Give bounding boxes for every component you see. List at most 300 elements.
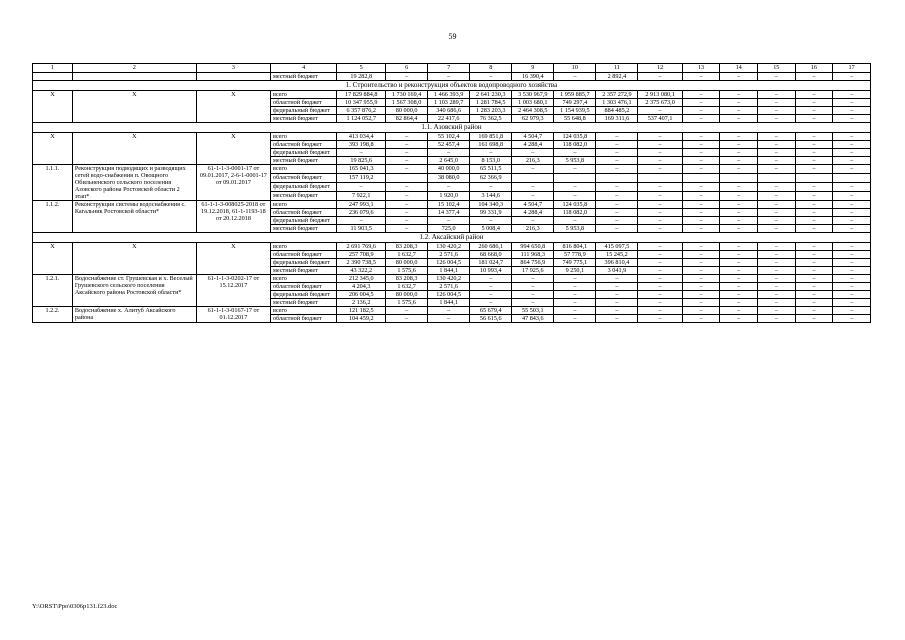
- table-row: [33, 133, 871, 141]
- budget-value: –: [795, 149, 833, 157]
- budget-source-label: областной бюджет: [270, 315, 336, 323]
- budget-value: 169 311,6: [596, 115, 638, 123]
- budget-value: –: [554, 275, 596, 283]
- budget-value: –: [596, 141, 638, 149]
- budget-value: 749 297,4: [554, 99, 596, 107]
- budget-value: –: [833, 275, 871, 283]
- budget-value: 2 913 080,1: [638, 91, 682, 99]
- budget-value: 413 034,4: [337, 133, 386, 141]
- column-number: 1: [33, 64, 73, 73]
- budget-value: –: [795, 183, 833, 192]
- budget-value: –: [682, 141, 720, 149]
- budget-value: 4 288,4: [512, 141, 554, 149]
- budget-value: –: [428, 217, 470, 225]
- budget-value: 65 679,4: [470, 307, 512, 315]
- budget-value: 1 844,1: [428, 267, 470, 275]
- item-name: Водоснабжение ст. Грушевская и х. Веселый Грушевского сельского поселения Аксайского района Ростовской области*: [72, 275, 196, 307]
- budget-value: 2 375 673,0: [638, 99, 682, 107]
- budget-value: 4 204,3: [337, 283, 386, 291]
- budget-value: –: [720, 192, 758, 201]
- budget-source-label: всего: [270, 165, 336, 174]
- budget-value: –: [682, 299, 720, 307]
- budget-source-label: всего: [270, 243, 336, 251]
- budget-value: –: [596, 315, 638, 323]
- budget-value: –: [512, 165, 554, 174]
- budget-value: –: [795, 99, 833, 107]
- budget-value: –: [596, 157, 638, 165]
- budget-source-label: местный бюджет: [270, 267, 336, 275]
- budget-value: 2 357 272,9: [596, 91, 638, 99]
- budget-value: 1 575,6: [386, 299, 428, 307]
- budget-value: –: [428, 73, 470, 81]
- budget-value: –: [720, 267, 758, 275]
- budget-value: –: [757, 201, 795, 209]
- budget-value: [386, 174, 428, 183]
- budget-value: [795, 174, 833, 183]
- budget-value: –: [720, 283, 758, 291]
- budget-value: –: [795, 251, 833, 259]
- budget-value: 340 686,6: [428, 107, 470, 115]
- budget-value: –: [833, 91, 871, 99]
- column-number: 9: [512, 64, 554, 73]
- budget-value: –: [833, 267, 871, 275]
- budget-value: –: [386, 209, 428, 217]
- budget-value: –: [638, 183, 682, 192]
- budget-value: 55 503,1: [512, 307, 554, 315]
- column-number: 10: [554, 64, 596, 73]
- budget-value: –: [470, 217, 512, 225]
- column-number: 16: [795, 64, 833, 73]
- budget-value: 62 979,3: [512, 115, 554, 123]
- column-number: 3: [196, 64, 270, 73]
- budget-value: 7 922,1: [337, 192, 386, 201]
- item-name: X: [72, 91, 196, 123]
- budget-source-label: федеральный бюджет: [270, 183, 336, 192]
- budget-value: –: [638, 133, 682, 141]
- budget-value: 83 208,3: [386, 275, 428, 283]
- budget-value: 165 041,3: [337, 165, 386, 174]
- section-title-row: [33, 123, 871, 133]
- budget-value: –: [795, 217, 833, 225]
- budget-value: 8 153,0: [470, 157, 512, 165]
- budget-value: –: [720, 225, 758, 233]
- budget-value: –: [720, 115, 758, 123]
- budget-value: 40 000,0: [428, 165, 470, 174]
- budget-value: 104 459,2: [337, 315, 386, 323]
- budget-value: 15 102,4: [428, 201, 470, 209]
- budget-value: –: [682, 243, 720, 251]
- budget-value: 2 892,4: [596, 73, 638, 81]
- budget-value: –: [720, 307, 758, 315]
- budget-source-label: федеральный бюджет: [270, 217, 336, 225]
- budget-value: –: [720, 107, 758, 115]
- budget-value: –: [638, 283, 682, 291]
- item-code: 61-1-1-3-008025-2018 от 19.12.2018, 61-1-1193-18 от 20.12.2018: [196, 201, 270, 233]
- budget-value: –: [596, 283, 638, 291]
- budget-value: [512, 174, 554, 183]
- budget-value: –: [757, 307, 795, 315]
- budget-value: 22 417,6: [428, 115, 470, 123]
- budget-value: –: [795, 115, 833, 123]
- budget-value: –: [512, 217, 554, 225]
- budget-value: –: [682, 149, 720, 157]
- budget-value: –: [682, 157, 720, 165]
- budget-value: –: [682, 315, 720, 323]
- budget-value: 216,3: [512, 225, 554, 233]
- budget-value: [833, 174, 871, 183]
- budget-value: –: [512, 149, 554, 157]
- budget-source-label: федеральный бюджет: [270, 291, 336, 299]
- budget-value: –: [638, 307, 682, 315]
- budget-value: –: [386, 133, 428, 141]
- table-row: [33, 275, 871, 283]
- budget-value: –: [720, 91, 758, 99]
- budget-value: –: [757, 283, 795, 291]
- budget-value: –: [682, 267, 720, 275]
- budget-value: 118 082,0: [554, 209, 596, 217]
- budget-value: 3 144,6: [470, 192, 512, 201]
- budget-value: –: [682, 192, 720, 201]
- budget-value: –: [638, 141, 682, 149]
- budget-value: 257 708,9: [337, 251, 386, 259]
- budget-value: 124 035,8: [554, 133, 596, 141]
- budget-value: 55 648,8: [554, 115, 596, 123]
- budget-value: 396 810,4: [596, 259, 638, 267]
- budget-value: 111 968,3: [512, 251, 554, 259]
- budget-value: –: [596, 291, 638, 299]
- budget-source-label: всего: [270, 133, 336, 141]
- budget-value: –: [720, 275, 758, 283]
- budget-value: 4 504,7: [512, 201, 554, 209]
- budget-value: –: [833, 225, 871, 233]
- budget-value: –: [795, 201, 833, 209]
- budget-value: –: [386, 307, 428, 315]
- budget-value: –: [512, 283, 554, 291]
- budget-value: 2 136,2: [337, 299, 386, 307]
- budget-value: 994 650,8: [512, 243, 554, 251]
- budget-value: –: [720, 217, 758, 225]
- header-row: [33, 64, 871, 73]
- budget-value: –: [337, 183, 386, 192]
- budget-value: –: [833, 251, 871, 259]
- budget-value: –: [757, 217, 795, 225]
- budget-value: 161 698,8: [470, 141, 512, 149]
- column-number: 8: [470, 64, 512, 73]
- budget-value: –: [554, 315, 596, 323]
- budget-value: 83 208,3: [386, 243, 428, 251]
- budget-value: –: [554, 217, 596, 225]
- budget-value: –: [833, 149, 871, 157]
- budget-value: 1 959 885,7: [554, 91, 596, 99]
- budget-value: –: [337, 149, 386, 157]
- column-number: 12: [638, 64, 682, 73]
- budget-value: –: [638, 217, 682, 225]
- budget-value: 260 686,1: [470, 243, 512, 251]
- budget-value: 130 420,2: [428, 275, 470, 283]
- budget-value: –: [795, 275, 833, 283]
- item-name: X: [72, 243, 196, 275]
- budget-value: –: [512, 299, 554, 307]
- budget-value: –: [682, 99, 720, 107]
- budget-value: –: [386, 225, 428, 233]
- budget-value: 19 825,6: [337, 157, 386, 165]
- budget-value: –: [757, 99, 795, 107]
- budget-value: –: [638, 243, 682, 251]
- budget-value: –: [757, 192, 795, 201]
- budget-source-label: федеральный бюджет: [270, 259, 336, 267]
- budget-value: 181 024,7: [470, 259, 512, 267]
- budget-value: 212 345,0: [337, 275, 386, 283]
- budget-value: 1 466 393,9: [428, 91, 470, 99]
- budget-source-label: местный бюджет: [270, 299, 336, 307]
- budget-value: –: [512, 275, 554, 283]
- budget-value: –: [833, 73, 871, 81]
- budget-value: –: [337, 217, 386, 225]
- budget-value: –: [757, 243, 795, 251]
- budget-value: 38 080,0: [428, 174, 470, 183]
- budget-value: –: [757, 115, 795, 123]
- table-row: [33, 307, 871, 315]
- item-name: Реконструкция системы водоснабжения с. Кагальник Ростовской области*: [72, 201, 196, 233]
- budget-value: 55 102,4: [428, 133, 470, 141]
- budget-value: 68 668,0: [470, 251, 512, 259]
- budget-value: –: [795, 91, 833, 99]
- budget-value: 1 303 476,1: [596, 99, 638, 107]
- budget-value: –: [757, 149, 795, 157]
- empty-cell: [33, 73, 73, 81]
- budget-value: 1 003 680,1: [512, 99, 554, 107]
- budget-value: 157 119,2: [337, 174, 386, 183]
- budget-source-label: всего: [270, 91, 336, 99]
- budget-value: 415 097,5: [596, 243, 638, 251]
- budget-value: 1 632,7: [386, 251, 428, 259]
- budget-value: –: [638, 225, 682, 233]
- budget-value: –: [596, 275, 638, 283]
- budget-source-label: местный бюджет: [270, 225, 336, 233]
- section-title-row: [33, 81, 871, 91]
- budget-value: –: [386, 192, 428, 201]
- budget-value: 65 511,5: [470, 165, 512, 174]
- budget-value: –: [386, 165, 428, 174]
- budget-value: 236 079,6: [337, 209, 386, 217]
- budget-value: 16 390,4: [512, 73, 554, 81]
- column-number: 15: [757, 64, 795, 73]
- budget-value: –: [638, 149, 682, 157]
- budget-value: –: [596, 225, 638, 233]
- budget-value: –: [757, 91, 795, 99]
- budget-value: –: [638, 267, 682, 275]
- budget-value: –: [833, 157, 871, 165]
- budget-value: –: [682, 165, 720, 174]
- budget-value: –: [596, 165, 638, 174]
- budget-value: –: [638, 299, 682, 307]
- budget-value: –: [554, 192, 596, 201]
- budget-value: –: [833, 165, 871, 174]
- budget-value: –: [428, 307, 470, 315]
- budget-value: –: [757, 251, 795, 259]
- budget-value: [638, 174, 682, 183]
- budget-value: 2 645,0: [428, 157, 470, 165]
- budget-value: –: [795, 157, 833, 165]
- budget-value: 43 322,2: [337, 267, 386, 275]
- budget-value: –: [682, 115, 720, 123]
- budget-value: –: [795, 107, 833, 115]
- budget-value: 17 925,6: [512, 267, 554, 275]
- item-number: 1.2.2.: [33, 307, 73, 323]
- budget-value: –: [386, 201, 428, 209]
- budget-value: –: [757, 141, 795, 149]
- budget-value: 126 004,5: [428, 259, 470, 267]
- item-number: 1.1.2.: [33, 201, 73, 233]
- column-number: 6: [386, 64, 428, 73]
- budget-value: 1 844,1: [428, 299, 470, 307]
- budget-value: –: [757, 225, 795, 233]
- budget-value: 1 575,6: [386, 267, 428, 275]
- budget-value: 5 008,4: [470, 225, 512, 233]
- budget-source-label: областной бюджет: [270, 174, 336, 183]
- budget-value: –: [833, 307, 871, 315]
- budget-value: –: [470, 283, 512, 291]
- budget-value: 5 953,8: [554, 157, 596, 165]
- budget-value: 57 778,9: [554, 251, 596, 259]
- budget-table: [32, 63, 871, 323]
- budget-value: –: [638, 291, 682, 299]
- section-title: 1. Строительство и реконструкция объектов водопроводного хозяйства: [33, 81, 871, 91]
- budget-value: –: [795, 259, 833, 267]
- budget-value: 1 730 169,4: [386, 91, 428, 99]
- budget-source-label: местный бюджет: [270, 115, 336, 123]
- budget-value: –: [795, 133, 833, 141]
- budget-value: 80 000,0: [386, 259, 428, 267]
- budget-value: –: [757, 133, 795, 141]
- budget-value: –: [720, 291, 758, 299]
- budget-value: –: [638, 251, 682, 259]
- budget-value: –: [720, 209, 758, 217]
- section-title-row: [33, 233, 871, 243]
- budget-value: 4 288,4: [512, 209, 554, 217]
- budget-source-label: областной бюджет: [270, 141, 336, 149]
- budget-value: –: [682, 183, 720, 192]
- budget-value: 15 245,2: [596, 251, 638, 259]
- budget-value: 10 347 955,9: [337, 99, 386, 107]
- budget-value: –: [795, 243, 833, 251]
- budget-value: 76 362,5: [470, 115, 512, 123]
- budget-value: –: [554, 149, 596, 157]
- budget-value: –: [682, 73, 720, 81]
- budget-value: –: [554, 283, 596, 291]
- item-code: 61-1-1-3-0001-17 от 09.01.2017, 2-6-1-0001-17 от 09.01.2017: [196, 165, 270, 201]
- footer-file-path: Y:\ORST\Ppo\0306p131.f23.doc: [32, 603, 118, 610]
- budget-value: 247 993,1: [337, 201, 386, 209]
- budget-value: –: [757, 107, 795, 115]
- budget-value: –: [720, 133, 758, 141]
- budget-value: –: [554, 307, 596, 315]
- budget-value: –: [795, 299, 833, 307]
- budget-value: 62 366,9: [470, 174, 512, 183]
- budget-source-label: областной бюджет: [270, 209, 336, 217]
- budget-value: 1 103 289,7: [428, 99, 470, 107]
- budget-value: –: [554, 183, 596, 192]
- budget-value: –: [512, 192, 554, 201]
- budget-value: 19 282,8: [337, 73, 386, 81]
- budget-value: –: [795, 225, 833, 233]
- budget-value: –: [682, 91, 720, 99]
- column-number: 2: [72, 64, 196, 73]
- budget-value: –: [720, 243, 758, 251]
- budget-value: –: [638, 73, 682, 81]
- budget-value: –: [596, 201, 638, 209]
- budget-value: –: [795, 192, 833, 201]
- budget-value: –: [833, 315, 871, 323]
- table-row: [33, 91, 871, 99]
- budget-value: –: [682, 133, 720, 141]
- budget-value: –: [638, 209, 682, 217]
- budget-value: –: [757, 183, 795, 192]
- budget-value: 1 567 308,0: [386, 99, 428, 107]
- budget-value: –: [470, 183, 512, 192]
- budget-value: –: [833, 299, 871, 307]
- budget-value: 10 993,4: [470, 267, 512, 275]
- budget-value: [720, 174, 758, 183]
- budget-value: 6 357 876,2: [337, 107, 386, 115]
- item-number: 1.1.1.: [33, 165, 73, 201]
- budget-value: 393 198,8: [337, 141, 386, 149]
- budget-value: 864 756,9: [512, 259, 554, 267]
- budget-value: –: [720, 251, 758, 259]
- budget-value: –: [720, 99, 758, 107]
- budget-value: –: [470, 275, 512, 283]
- budget-value: 9 250,1: [554, 267, 596, 275]
- budget-value: –: [757, 259, 795, 267]
- budget-source-label: всего: [270, 307, 336, 315]
- budget-value: –: [596, 133, 638, 141]
- budget-source-label: областной бюджет: [270, 251, 336, 259]
- budget-value: –: [428, 183, 470, 192]
- item-name: X: [72, 133, 196, 165]
- budget-value: –: [757, 315, 795, 323]
- budget-value: –: [596, 299, 638, 307]
- budget-value: 2 571,6: [428, 251, 470, 259]
- budget-value: –: [833, 209, 871, 217]
- budget-value: –: [386, 149, 428, 157]
- budget-value: –: [470, 299, 512, 307]
- budget-value: –: [757, 73, 795, 81]
- table-row: [33, 243, 871, 251]
- budget-value: –: [833, 99, 871, 107]
- section-title: 1.1. Азовский район: [33, 123, 871, 133]
- item-code: X: [196, 91, 270, 123]
- budget-value: –: [795, 209, 833, 217]
- budget-value: –: [428, 149, 470, 157]
- budget-value: –: [833, 107, 871, 115]
- budget-value: –: [512, 291, 554, 299]
- budget-value: 3 530 967,9: [512, 91, 554, 99]
- budget-value: –: [833, 192, 871, 201]
- budget-value: 47 843,6: [512, 315, 554, 323]
- budget-value: –: [833, 201, 871, 209]
- budget-value: –: [596, 192, 638, 201]
- budget-value: –: [757, 209, 795, 217]
- column-number: 11: [596, 64, 638, 73]
- budget-value: –: [682, 251, 720, 259]
- budget-value: 1 281 784,5: [470, 99, 512, 107]
- budget-value: 2 691 769,6: [337, 243, 386, 251]
- budget-value: 2 571,6: [428, 283, 470, 291]
- budget-value: –: [720, 73, 758, 81]
- budget-value: –: [596, 209, 638, 217]
- column-number: 17: [833, 64, 871, 73]
- budget-value: –: [795, 291, 833, 299]
